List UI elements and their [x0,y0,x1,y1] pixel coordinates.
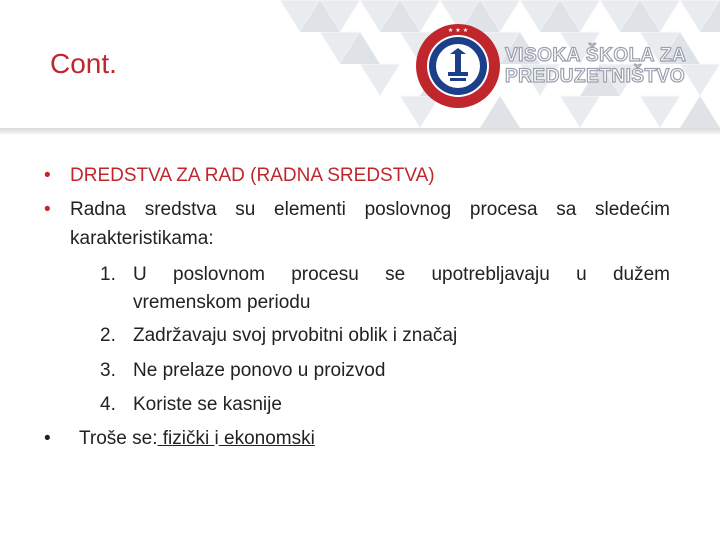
bullet-2-text-line-1: Radna sredstva su elementi poslovnog procesa sa sledećim [70,199,670,220]
bullet-3-text [79,428,315,450]
list-item-3: Ne prelaze ponovo u proizvod [133,360,386,381]
bullet-marker: • [44,165,51,186]
list-number: 1. [100,264,116,285]
bullet-3-connector: i [214,428,219,449]
bullet-marker: • [44,199,51,220]
bullet-2-text-line-2: karakteristikama: [70,228,214,249]
list-number: 3. [100,360,116,381]
bullet-marker: • [44,428,51,449]
list-item-4: Koriste se kasnije [133,394,282,415]
slide-title: Cont. [50,48,117,79]
underlined-term-2: ekonomski [218,428,315,449]
list-item-1-line-1: U poslovnom procesu se upotrebljavaju u dužem [133,264,670,285]
list-item-1-line-2: vremenskom periodu [133,292,311,313]
list-number: 4. [100,394,116,415]
school-name-line-2: PREDUZETNIŠTVO [505,66,686,87]
bullet-1-text: DREDSTVA ZA RAD (RADNA SREDSTVA) [70,165,435,186]
bullet-3-prefix: Troše se: [79,428,158,449]
svg-text:★ ★ ★: ★ ★ ★ [447,27,469,34]
underlined-term-1: fizički [157,428,215,449]
school-name-line-1: VISOKA ŠKOLA ZA [505,45,687,66]
list-number: 2. [100,325,116,346]
list-item-2: Zadržavaju svoj prvobitni oblik i značaj [133,325,458,346]
